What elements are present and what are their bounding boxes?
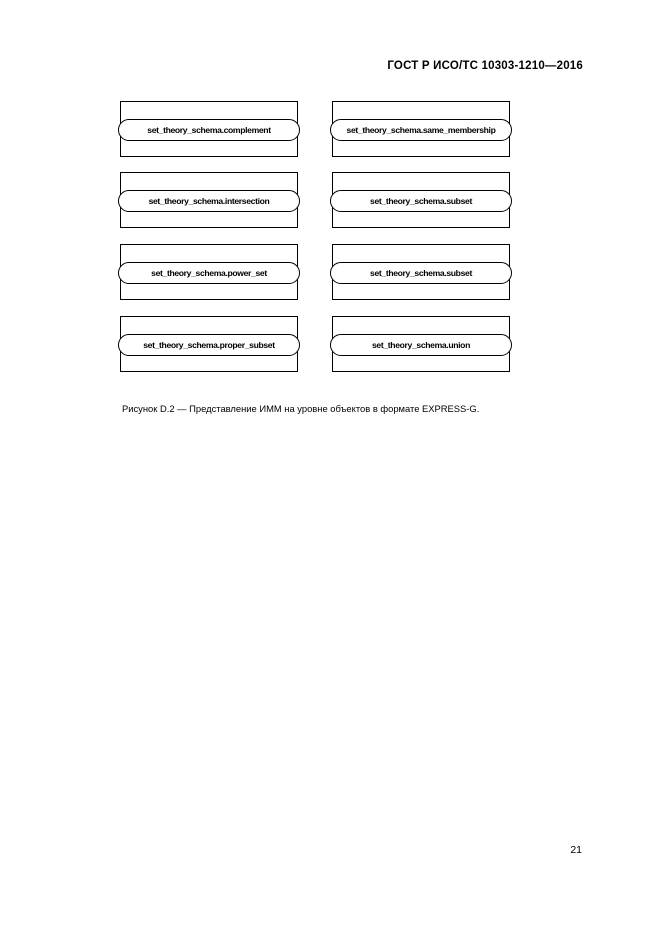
entity-box xyxy=(332,244,510,300)
entity-box xyxy=(120,244,298,300)
entity-label: set_theory_schema.proper_subset xyxy=(118,334,300,356)
entity-label: set_theory_schema.subset xyxy=(330,190,512,212)
entity-box xyxy=(120,172,298,228)
entity-box xyxy=(120,316,298,372)
entity-box xyxy=(332,316,510,372)
page-number: 21 xyxy=(570,844,582,856)
document-header: ГОСТ Р ИСО/ТС 10303-1210—2016 xyxy=(387,60,583,72)
entity-label: set_theory_schema.intersection xyxy=(118,190,300,212)
entity-label: set_theory_schema.same_membership xyxy=(330,119,512,141)
entity-label: set_theory_schema.subset xyxy=(330,262,512,284)
entity-label: set_theory_schema.power_set xyxy=(118,262,300,284)
entity-label: set_theory_schema.union xyxy=(330,334,512,356)
figure-caption: Рисунок D.2 — Представление ИММ на уровне объектов в формате EXPRESS-G. xyxy=(122,403,480,414)
entity-box xyxy=(332,101,510,157)
entity-label: set_theory_schema.complement xyxy=(118,119,300,141)
entity-box xyxy=(332,172,510,228)
entity-box xyxy=(120,101,298,157)
